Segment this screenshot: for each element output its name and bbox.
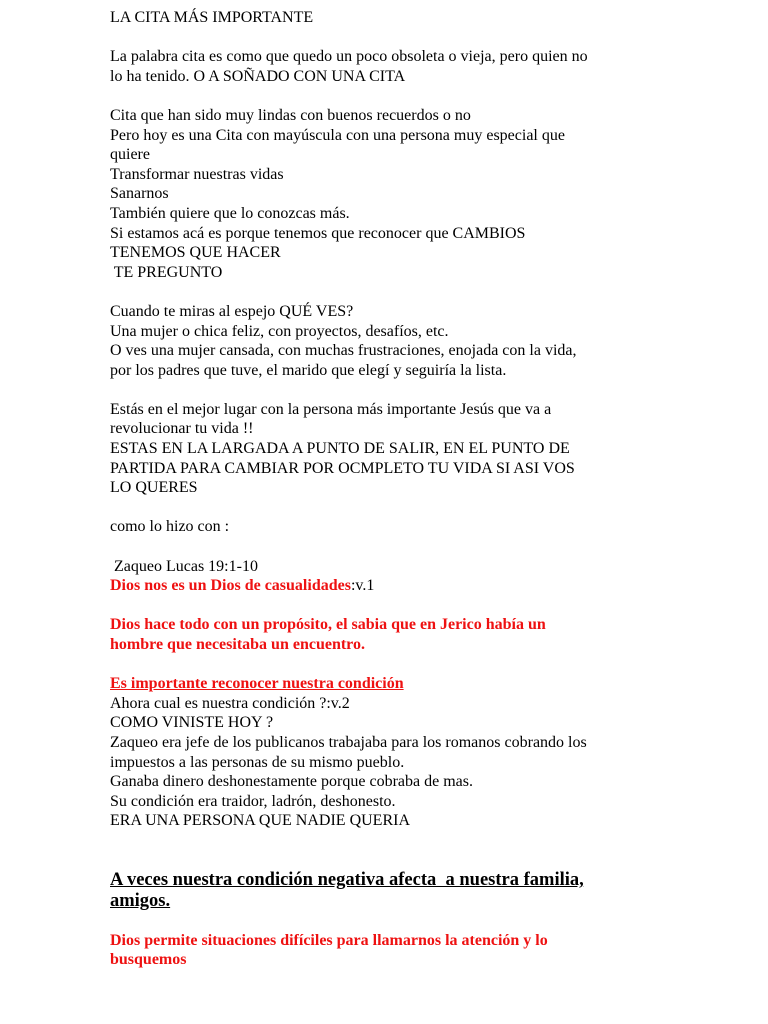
highlight-red-text: Dios permite situaciones difíciles para llamarnos la atención y lo [110,931,548,949]
paragraph-line: PARTIDA PARA CAMBIAR POR OCMPLETO TU VIDA SI ASI VOS [110,459,575,477]
paragraph-line: Transformar nuestras vidas [110,165,284,183]
highlight-red-text: busquemos [110,951,187,969]
section-heading: A veces nuestra condición negativa afecta a nuestra familia, [110,870,584,891]
paragraph-line: Pero hoy es una Cita con mayúscula con una persona muy especial que [110,126,565,144]
paragraph-line: Cuando te miras al espejo QUÉ VES? [110,302,354,320]
paragraph-line: Si estamos acá es porque tenemos que reconocer que CAMBIOS [110,224,526,242]
paragraph-line: LO QUERES [110,479,198,497]
paragraph-line: como lo hizo con : [110,518,230,536]
section-heading-line [110,674,760,694]
paragraph-line: revolucionar tu vida !! [110,420,254,438]
highlight-red-text: Dios nos es un Dios de casualidades [110,577,351,595]
document-page [110,8,760,970]
paragraph-line: impuestos a las personas de su mismo pueblo. [110,753,405,771]
section-heading-red: Es importante reconocer nuestra condición [110,675,404,693]
highlight-line [110,576,760,596]
paragraph-line: COMO VINISTE HOY ? [110,714,274,732]
paragraph-line: Ahora cual es nuestra condición ?:v.2 [110,694,350,712]
paragraph-line: O ves una mujer cansada, con muchas frustraciones, enojada con la vida, [110,342,577,360]
paragraph-line: Su condición era traidor, ladrón, deshonesto. [110,792,396,810]
paragraph-line: Una mujer o chica feliz, con proyectos, desafíos, etc. [110,322,449,340]
paragraph-line: La palabra cita es como que quedo un poco obsoleta o vieja, pero quien no [110,48,588,66]
highlight-red-text: Dios hace todo con un propósito, el sabia que en Jerico había un [110,616,546,634]
paragraph-line: quiere [110,146,150,164]
document-title: LA CITA MÁS IMPORTANTE [110,9,314,26]
paragraph-line: TENEMOS QUE HACER [110,244,281,262]
paragraph-line: Estás en el mejor lugar con la persona más importante Jesús que va a [110,400,552,418]
paragraph-line: Cita que han sido muy lindas con buenos recuerdos o no [110,106,471,124]
verse-reference: :v.1 [350,577,375,595]
paragraph-line: TE PREGUNTO [110,263,223,281]
paragraph-line: lo ha tenido. O A SOÑADO CON UNA CITA [110,67,406,85]
highlight-red-text: hombre que necesitaba un encuentro. [110,636,365,653]
paragraph-line: Ganaba dinero deshonestamente porque cobraba de mas. [110,773,473,791]
paragraph-line: También quiere que lo conozcas más. [110,204,350,222]
paragraph-line: Sanarnos [110,185,169,203]
paragraph-line: por los padres que tuve, el marido que elegí y seguiría la lista. [110,361,507,379]
paragraph-line: ESTAS EN LA LARGADA A PUNTO DE SALIR, EN EL PUNTO DE [110,440,570,458]
section-heading: amigos. [110,890,171,911]
scripture-reference: Zaqueo Lucas 19:1-10 [110,557,258,575]
paragraph-line: Zaqueo era jefe de los publicanos trabajaba para los romanos cobrando los [110,733,587,751]
paragraph-line: ERA UNA PERSONA QUE NADIE QUERIA [110,812,411,830]
